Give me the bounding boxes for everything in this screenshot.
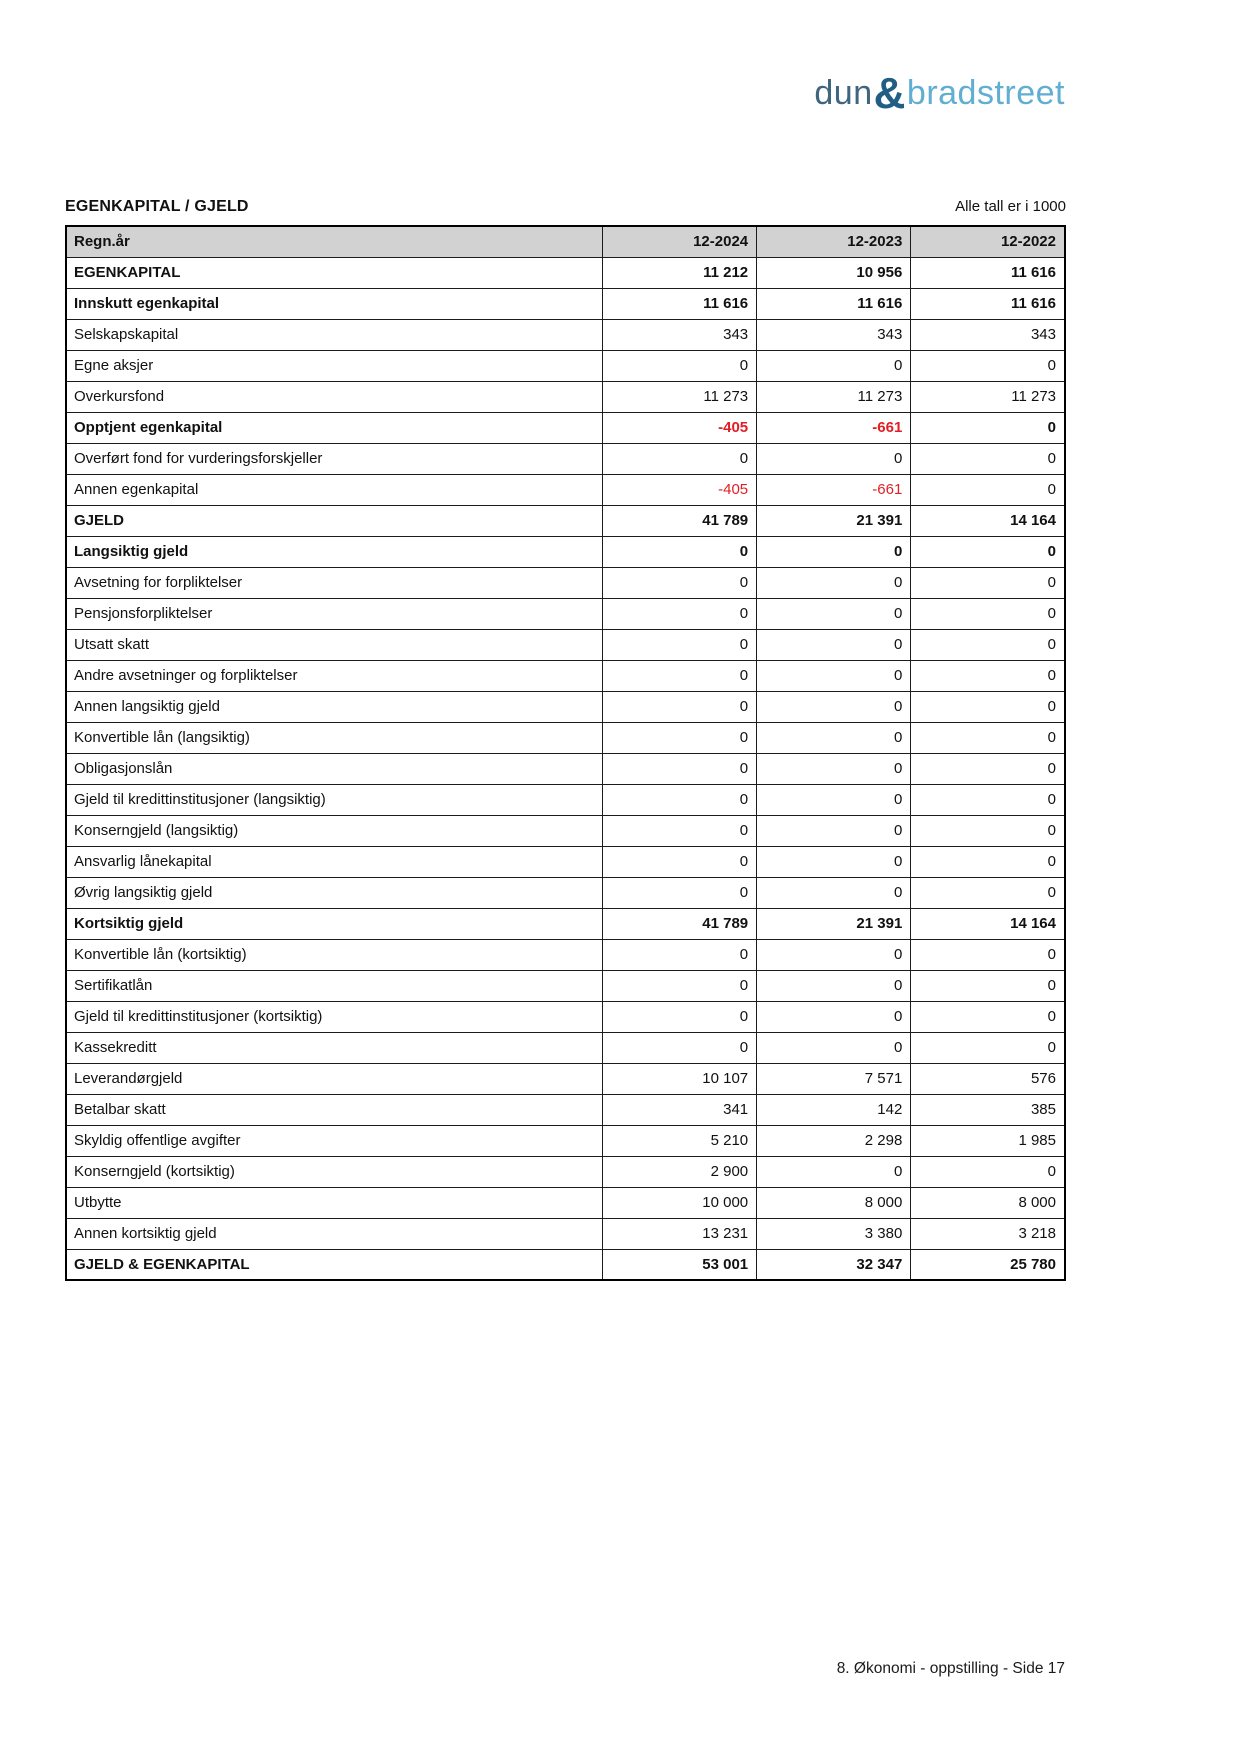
value-cell: 385 — [911, 1094, 1065, 1125]
row-label: Egne aksjer — [66, 350, 602, 381]
row-label: Konvertible lån (langsiktig) — [66, 722, 602, 753]
value-cell: 21 391 — [757, 908, 911, 939]
row-label: Pensjonsforpliktelser — [66, 598, 602, 629]
value-cell: 0 — [602, 691, 756, 722]
value-cell: 0 — [911, 970, 1065, 1001]
value-cell: 0 — [757, 598, 911, 629]
table-row — [66, 474, 1065, 505]
value-cell: 10 107 — [602, 1063, 756, 1094]
value-cell: 5 210 — [602, 1125, 756, 1156]
value-cell: 0 — [602, 350, 756, 381]
value-cell: 13 231 — [602, 1218, 756, 1249]
value-cell: 0 — [602, 1001, 756, 1032]
value-cell: 0 — [911, 443, 1065, 474]
value-cell: 0 — [911, 939, 1065, 970]
column-header-year: 12-2022 — [911, 226, 1065, 257]
value-cell: 0 — [757, 691, 911, 722]
value-cell: 10 000 — [602, 1187, 756, 1218]
value-cell: 341 — [602, 1094, 756, 1125]
row-label: Sertifikatlån — [66, 970, 602, 1001]
row-label: Avsetning for forpliktelser — [66, 567, 602, 598]
row-label: Overført fond for vurderingsforskjeller — [66, 443, 602, 474]
value-cell: 53 001 — [602, 1249, 756, 1280]
value-cell: 0 — [911, 877, 1065, 908]
value-cell: 21 391 — [757, 505, 911, 536]
table-row — [66, 970, 1065, 1001]
table-body — [66, 257, 1065, 1280]
table-row — [66, 1094, 1065, 1125]
value-cell: 343 — [757, 319, 911, 350]
row-label: Overkursfond — [66, 381, 602, 412]
row-label: Leverandørgjeld — [66, 1063, 602, 1094]
value-cell: 0 — [911, 846, 1065, 877]
table-row — [66, 660, 1065, 691]
value-cell: -405 — [602, 474, 756, 505]
row-label: Skyldig offentlige avgifter — [66, 1125, 602, 1156]
row-label: Gjeld til kredittinstitusjoner (kortsiktig) — [66, 1001, 602, 1032]
table-row — [66, 1125, 1065, 1156]
table-row — [66, 1001, 1065, 1032]
value-cell: 0 — [602, 443, 756, 474]
value-cell: 11 616 — [602, 288, 756, 319]
table-row — [66, 412, 1065, 443]
value-cell: 0 — [757, 722, 911, 753]
table-row — [66, 877, 1065, 908]
row-label: Selskapskapital — [66, 319, 602, 350]
column-header-regnaar: Regn.år — [66, 226, 602, 257]
row-label: GJELD & EGENKAPITAL — [66, 1249, 602, 1280]
value-cell: 11 616 — [757, 288, 911, 319]
table-row — [66, 1063, 1065, 1094]
value-cell: 0 — [757, 1032, 911, 1063]
table-row — [66, 1156, 1065, 1187]
table-row — [66, 722, 1065, 753]
row-label: Annen kortsiktig gjeld — [66, 1218, 602, 1249]
row-label: Kortsiktig gjeld — [66, 908, 602, 939]
value-cell: 0 — [911, 567, 1065, 598]
dun-bradstreet-logo — [814, 68, 1065, 118]
value-cell: 0 — [911, 412, 1065, 443]
value-cell: 0 — [757, 815, 911, 846]
row-label: Konserngjeld (langsiktig) — [66, 815, 602, 846]
table-row — [66, 629, 1065, 660]
value-cell: 0 — [757, 877, 911, 908]
value-cell: 576 — [911, 1063, 1065, 1094]
value-cell: 0 — [911, 629, 1065, 660]
value-cell: 11 273 — [757, 381, 911, 412]
value-cell: 0 — [602, 722, 756, 753]
value-cell: 0 — [757, 939, 911, 970]
page-footer: 8. Økonomi - oppstilling - Side 17 — [836, 1660, 1065, 1677]
value-cell: 0 — [757, 536, 911, 567]
value-cell: 0 — [757, 350, 911, 381]
row-label: Andre avsetninger og forpliktelser — [66, 660, 602, 691]
value-cell: 0 — [757, 629, 911, 660]
row-label: Konserngjeld (kortsiktig) — [66, 1156, 602, 1187]
row-label: Innskutt egenkapital — [66, 288, 602, 319]
value-cell: 0 — [757, 443, 911, 474]
table-row — [66, 753, 1065, 784]
value-cell: 41 789 — [602, 505, 756, 536]
section-header — [65, 198, 1066, 216]
logo-ampersand-icon: & — [873, 69, 906, 118]
value-cell: 11 273 — [602, 381, 756, 412]
table-row — [66, 908, 1065, 939]
value-cell: 1 985 — [911, 1125, 1065, 1156]
table-row — [66, 784, 1065, 815]
value-cell: 0 — [602, 1032, 756, 1063]
row-label: Konvertible lån (kortsiktig) — [66, 939, 602, 970]
row-label: Øvrig langsiktig gjeld — [66, 877, 602, 908]
table-header — [66, 226, 1065, 257]
value-cell: -405 — [602, 412, 756, 443]
value-cell: 0 — [602, 567, 756, 598]
value-cell: 25 780 — [911, 1249, 1065, 1280]
value-cell: 0 — [602, 598, 756, 629]
value-cell: 0 — [757, 1156, 911, 1187]
table-row — [66, 846, 1065, 877]
value-cell: 0 — [602, 846, 756, 877]
table-row — [66, 257, 1065, 288]
units-note: Alle tall er i 1000 — [955, 198, 1066, 215]
table-row — [66, 815, 1065, 846]
value-cell: 14 164 — [911, 908, 1065, 939]
value-cell: 7 571 — [757, 1063, 911, 1094]
value-cell: 0 — [602, 629, 756, 660]
table-row — [66, 1187, 1065, 1218]
logo-text-dun: dun — [814, 74, 873, 112]
row-label: Annen langsiktig gjeld — [66, 691, 602, 722]
value-cell: 0 — [911, 753, 1065, 784]
table-row — [66, 939, 1065, 970]
table-row — [66, 350, 1065, 381]
table-row — [66, 1249, 1065, 1280]
value-cell: 0 — [602, 784, 756, 815]
value-cell: 0 — [911, 598, 1065, 629]
value-cell: 11 616 — [911, 257, 1065, 288]
value-cell: 10 956 — [757, 257, 911, 288]
value-cell: -661 — [757, 474, 911, 505]
table-row — [66, 598, 1065, 629]
value-cell: 11 212 — [602, 257, 756, 288]
row-label: Utsatt skatt — [66, 629, 602, 660]
section-title: EGENKAPITAL / GJELD — [65, 198, 249, 215]
value-cell: 0 — [602, 815, 756, 846]
value-cell: 32 347 — [757, 1249, 911, 1280]
value-cell: 41 789 — [602, 908, 756, 939]
logo-text-bradstreet: bradstreet — [906, 74, 1065, 112]
value-cell: 14 164 — [911, 505, 1065, 536]
value-cell: 2 900 — [602, 1156, 756, 1187]
row-label: Ansvarlig lånekapital — [66, 846, 602, 877]
row-label: Obligasjonslån — [66, 753, 602, 784]
value-cell: 0 — [757, 660, 911, 691]
column-header-year: 12-2024 — [602, 226, 756, 257]
value-cell: 0 — [602, 753, 756, 784]
value-cell: 0 — [911, 474, 1065, 505]
table-row — [66, 319, 1065, 350]
table-row — [66, 567, 1065, 598]
value-cell: -661 — [757, 412, 911, 443]
value-cell: 11 273 — [911, 381, 1065, 412]
row-label: Annen egenkapital — [66, 474, 602, 505]
value-cell: 0 — [911, 1156, 1065, 1187]
value-cell: 0 — [602, 939, 756, 970]
value-cell: 343 — [911, 319, 1065, 350]
value-cell: 0 — [911, 536, 1065, 567]
value-cell: 0 — [911, 722, 1065, 753]
table-row — [66, 1218, 1065, 1249]
row-label: Kassekreditt — [66, 1032, 602, 1063]
row-label: EGENKAPITAL — [66, 257, 602, 288]
value-cell: 0 — [911, 784, 1065, 815]
value-cell: 8 000 — [757, 1187, 911, 1218]
value-cell: 0 — [757, 784, 911, 815]
value-cell: 3 380 — [757, 1218, 911, 1249]
table-row — [66, 288, 1065, 319]
value-cell: 0 — [602, 970, 756, 1001]
value-cell: 0 — [757, 753, 911, 784]
row-label: Opptjent egenkapital — [66, 412, 602, 443]
value-cell: 0 — [911, 1032, 1065, 1063]
value-cell: 0 — [602, 877, 756, 908]
report-section — [65, 198, 1066, 1281]
table-row — [66, 505, 1065, 536]
equity-debt-table — [65, 225, 1066, 1281]
value-cell: 0 — [911, 1001, 1065, 1032]
column-header-year: 12-2023 — [757, 226, 911, 257]
value-cell: 0 — [911, 815, 1065, 846]
row-label: Utbytte — [66, 1187, 602, 1218]
value-cell: 0 — [602, 536, 756, 567]
value-cell: 0 — [757, 567, 911, 598]
table-row — [66, 1032, 1065, 1063]
row-label: Gjeld til kredittinstitusjoner (langsiktig) — [66, 784, 602, 815]
row-label: Betalbar skatt — [66, 1094, 602, 1125]
value-cell: 0 — [757, 970, 911, 1001]
value-cell: 0 — [757, 1001, 911, 1032]
value-cell: 11 616 — [911, 288, 1065, 319]
table-row — [66, 536, 1065, 567]
row-label: Langsiktig gjeld — [66, 536, 602, 567]
value-cell: 0 — [911, 660, 1065, 691]
value-cell: 3 218 — [911, 1218, 1065, 1249]
table-row — [66, 443, 1065, 474]
table-row — [66, 691, 1065, 722]
value-cell: 343 — [602, 319, 756, 350]
value-cell: 0 — [757, 846, 911, 877]
value-cell: 0 — [911, 350, 1065, 381]
value-cell: 0 — [911, 691, 1065, 722]
value-cell: 0 — [602, 660, 756, 691]
table-header-row — [66, 226, 1065, 257]
value-cell: 142 — [757, 1094, 911, 1125]
table-row — [66, 381, 1065, 412]
row-label: GJELD — [66, 505, 602, 536]
value-cell: 8 000 — [911, 1187, 1065, 1218]
value-cell: 2 298 — [757, 1125, 911, 1156]
